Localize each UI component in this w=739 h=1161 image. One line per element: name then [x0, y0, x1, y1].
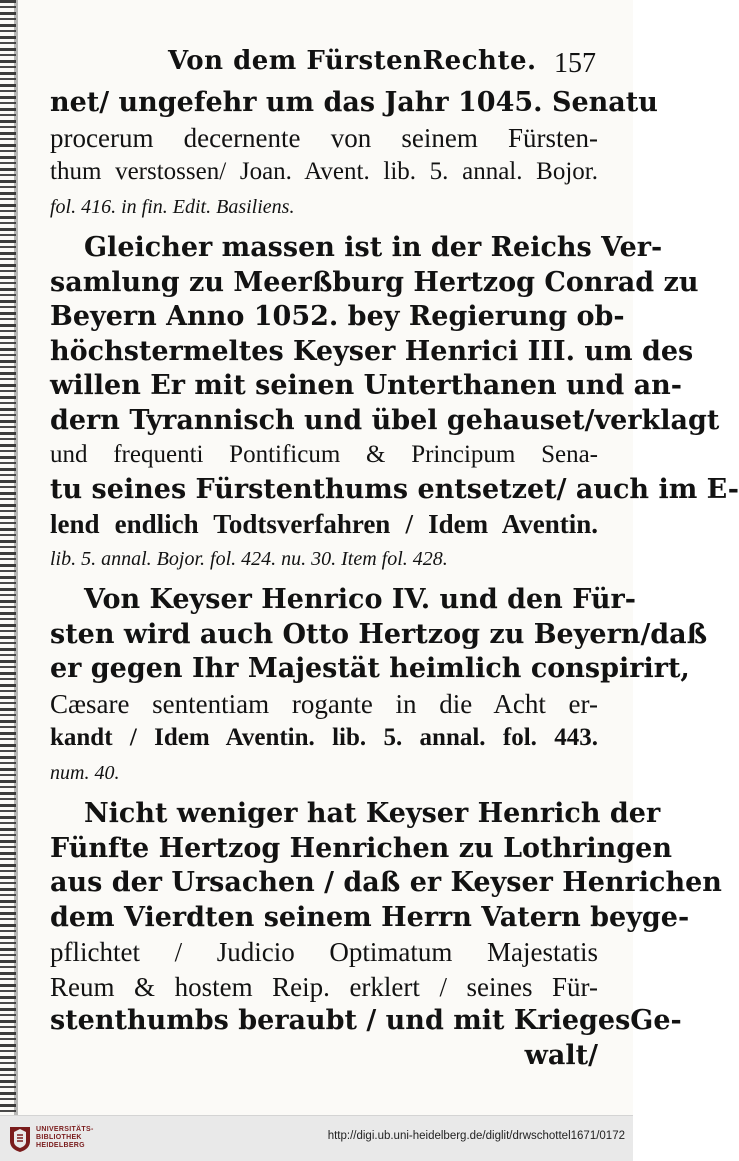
text-line: Von Keyser Henrico IV. und den Für-	[84, 584, 636, 615]
catchword: walt/	[524, 1039, 598, 1071]
text-line: aus der Ursachen / daß er Keyser Henrichen	[50, 867, 722, 898]
page-number: 157	[554, 48, 596, 79]
text-line: stenthumbs beraubt / und mit KriegesGe-	[50, 1005, 682, 1036]
text-line: dem Vierdten seinem Herrn Vatern beyge-	[50, 901, 690, 933]
text-line: dern Tyrannisch und übel gehauset/verklagt	[50, 404, 720, 436]
text-line: Gleicher massen ist in der Reichs Ver-	[84, 232, 663, 263]
text-line: er gegen Ihr Majestät heimlich conspirirt,	[50, 653, 690, 684]
text-line: höchstermeltes Keyser Henrici III. um des	[50, 335, 694, 367]
logo-line: BIBLIOTHEK	[36, 1134, 82, 1141]
paragraph-gap	[50, 790, 598, 797]
logo-line: UNIVERSITÄTS-	[36, 1126, 94, 1133]
text-line: Nicht weniger hat Keyser Henrich der	[84, 798, 661, 829]
text-line: tu seines Fürstenthums entsetzet/ auch im E-	[50, 473, 739, 505]
text-line: fol. 416. in fin. Edit. Basiliens.	[50, 195, 295, 218]
running-head	[40, 46, 600, 82]
text-line: lend endlich Todtsverfahren / Idem Aventin.	[50, 509, 598, 539]
body-text	[50, 86, 739, 1073]
text-line: procerum decernente von seinem Fürsten-	[50, 122, 598, 153]
text-line: Fünfte Hertzog Henrichen zu Lothringen	[50, 832, 672, 864]
text-line: Reum & hostem Reip. erklert / seines Für-	[50, 971, 598, 1002]
paragraph-gap	[50, 224, 598, 231]
university-library-seal-icon	[8, 1125, 32, 1153]
text-line: Cæsare sententiam rogante in die Acht er-	[50, 688, 598, 719]
viewer-footer	[0, 1115, 633, 1161]
text-line: samlung zu Meerßburg Hertzog Conrad zu	[50, 266, 699, 298]
library-logo-text	[36, 1126, 94, 1150]
binding-shadow	[14, 0, 18, 1115]
text-line: willen Er mit seinen Unterthanen und an-	[50, 370, 682, 401]
text-line: und frequenti Pontificum & Principum Sena-	[50, 441, 598, 468]
running-title: Von dem FürstenRechte.	[168, 46, 537, 76]
text-line: net/ ungefehr um das Jahr 1045. Senatu	[50, 87, 658, 118]
source-url-link[interactable]: http://digi.ub.uni-heidelberg.de/diglit/drwschottel1671/0172	[327, 1130, 625, 1142]
text-line: kandt / Idem Aventin. lib. 5. annal. fol. 443.	[50, 724, 598, 751]
text-line: lib. 5. annal. Bojor. fol. 424. nu. 30. Item fol. 428.	[50, 547, 448, 570]
text-line: thum verstossen/ Joan. Avent. lib. 5. annal. Bojor.	[50, 158, 598, 185]
logo-line: HEIDELBERG	[36, 1142, 85, 1149]
text-line: num. 40.	[50, 761, 120, 784]
paragraph-gap	[50, 576, 598, 583]
text-line: Beyern Anno 1052. bey Regierung ob-	[50, 301, 625, 332]
text-line: sten wird auch Otto Hertzog zu Beyern/daß	[50, 618, 708, 650]
text-line: pflichtet / Judicio Optimatum Majestatis	[50, 937, 598, 967]
